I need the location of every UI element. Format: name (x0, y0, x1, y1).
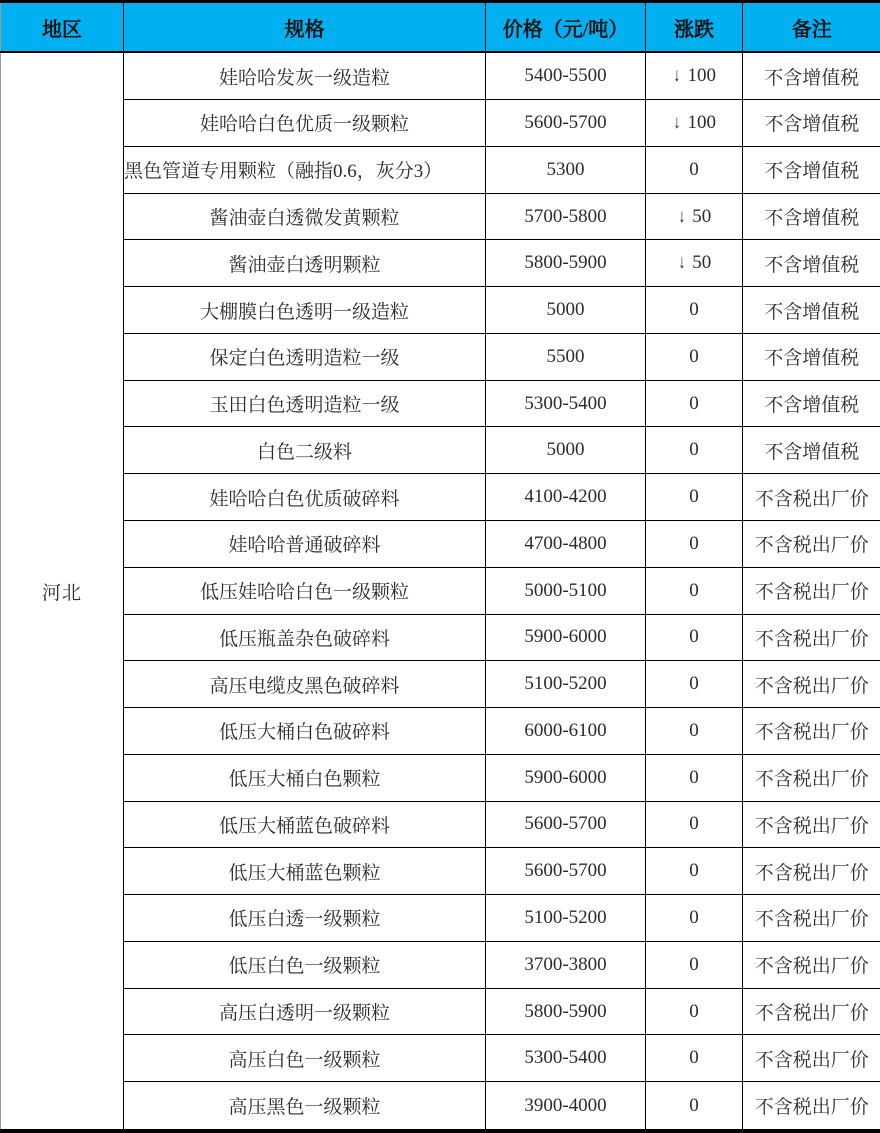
spec-cell: 低压大桶白色破碎料 (124, 708, 486, 755)
down-arrow-icon: ↓ (673, 111, 681, 133)
change-cell: 0 (646, 801, 743, 848)
note-cell: 不含税出厂价 (743, 895, 880, 942)
change-cell: 0 (646, 941, 743, 988)
note-cell: 不含税出厂价 (743, 567, 880, 614)
table-row (1, 287, 880, 334)
table-body (1, 52, 880, 1131)
change-cell: 0 (646, 567, 743, 614)
change-cell: 0 (646, 1082, 743, 1131)
note-cell: 不含税出厂价 (743, 941, 880, 988)
spec-cell: 娃哈哈白色优质一级颗粒 (124, 100, 486, 147)
spec-cell: 娃哈哈发灰一级造粒 (124, 52, 486, 100)
spec-cell: 低压瓶盖杂色破碎料 (124, 614, 486, 661)
note-cell: 不含增值税 (743, 333, 880, 380)
spec-cell: 娃哈哈普通破碎料 (124, 520, 486, 567)
down-arrow-icon: ↓ (677, 252, 686, 274)
price-cell: 6000-6100 (486, 708, 646, 755)
table-row (1, 474, 880, 521)
spec-cell: 大棚膜白色透明一级造粒 (124, 287, 486, 334)
table-row (1, 1082, 880, 1131)
spec-cell: 低压大桶白色颗粒 (124, 754, 486, 801)
spec-cell: 酱油壶白透明颗粒 (124, 240, 486, 287)
change-cell: 0 (646, 895, 743, 942)
price-cell: 5000 (486, 287, 646, 334)
note-cell: 不含税出厂价 (743, 801, 880, 848)
col-header-spec: 规格 (124, 2, 486, 53)
change-cell (646, 100, 743, 147)
spec-cell: 低压大桶蓝色破碎料 (124, 801, 486, 848)
price-cell: 5900-6000 (486, 614, 646, 661)
note-cell: 不含增值税 (743, 52, 880, 100)
note-cell: 不含增值税 (743, 193, 880, 240)
note-cell: 不含增值税 (743, 100, 880, 147)
spec-cell: 低压白色一级颗粒 (124, 941, 486, 988)
note-cell: 不含税出厂价 (743, 708, 880, 755)
table-row (1, 240, 880, 287)
table-row (1, 801, 880, 848)
spec-cell: 高压电缆皮黑色破碎料 (124, 661, 486, 708)
table-row (1, 52, 880, 100)
note-cell: 不含税出厂价 (743, 661, 880, 708)
change-cell (646, 193, 743, 240)
col-header-price: 价格（元/吨） (486, 2, 646, 53)
change-cell: 0 (646, 287, 743, 334)
table-row (1, 754, 880, 801)
table-row (1, 848, 880, 895)
change-cell: 0 (646, 848, 743, 895)
header-row (1, 2, 880, 53)
down-arrow-icon: ↓ (677, 205, 686, 227)
table-row (1, 1035, 880, 1082)
table-row (1, 941, 880, 988)
price-cell: 5300-5400 (486, 380, 646, 427)
price-cell: 5700-5800 (486, 193, 646, 240)
table-row (1, 193, 880, 240)
price-cell: 5100-5200 (486, 895, 646, 942)
note-cell: 不含税出厂价 (743, 1082, 880, 1131)
change-cell: 0 (646, 520, 743, 567)
price-cell: 3900-4000 (486, 1082, 646, 1131)
price-cell: 5000 (486, 427, 646, 474)
note-cell: 不含税出厂价 (743, 988, 880, 1035)
spec-cell: 白色二级料 (124, 427, 486, 474)
change-cell: 0 (646, 988, 743, 1035)
table-row (1, 988, 880, 1035)
spec-cell: 低压娃哈哈白色一级颗粒 (124, 567, 486, 614)
spec-cell: 玉田白色透明造粒一级 (124, 380, 486, 427)
price-cell: 4700-4800 (486, 520, 646, 567)
change-cell: 0 (646, 474, 743, 521)
note-cell: 不含税出厂价 (743, 754, 880, 801)
change-cell (646, 52, 743, 100)
spec-cell: 低压大桶蓝色颗粒 (124, 848, 486, 895)
price-cell: 5300 (486, 146, 646, 193)
spec-cell: 高压白色一级颗粒 (124, 1035, 486, 1082)
note-cell: 不含增值税 (743, 146, 880, 193)
col-header-change: 涨跌 (646, 2, 743, 53)
col-header-region: 地区 (1, 2, 124, 53)
table-row (1, 567, 880, 614)
change-cell: 0 (646, 146, 743, 193)
spec-cell: 高压白透明一级颗粒 (124, 988, 486, 1035)
change-cell: 0 (646, 708, 743, 755)
table-row (1, 427, 880, 474)
change-value: 100 (687, 65, 716, 87)
spec-cell: 保定白色透明造粒一级 (124, 333, 486, 380)
region-cell: 河北 (1, 52, 124, 1131)
col-header-note: 备注 (743, 2, 880, 53)
table-row (1, 708, 880, 755)
price-cell: 5900-6000 (486, 754, 646, 801)
spec-cell: 低压白透一级颗粒 (124, 895, 486, 942)
price-cell: 5800-5900 (486, 240, 646, 287)
price-cell: 5600-5700 (486, 100, 646, 147)
table-row (1, 100, 880, 147)
price-cell: 5400-5500 (486, 52, 646, 100)
price-cell: 4100-4200 (486, 474, 646, 521)
spec-cell: 娃哈哈白色优质破碎料 (124, 474, 486, 521)
spec-cell: 酱油壶白透微发黄颗粒 (124, 193, 486, 240)
change-value: 100 (687, 111, 716, 133)
note-cell: 不含增值税 (743, 240, 880, 287)
price-cell: 5600-5700 (486, 801, 646, 848)
price-cell: 5800-5900 (486, 988, 646, 1035)
table-row (1, 333, 880, 380)
change-cell: 0 (646, 614, 743, 661)
price-cell: 5300-5400 (486, 1035, 646, 1082)
price-cell: 3700-3800 (486, 941, 646, 988)
note-cell: 不含税出厂价 (743, 848, 880, 895)
table-row (1, 520, 880, 567)
change-cell (646, 240, 743, 287)
change-cell: 0 (646, 754, 743, 801)
price-cell: 5600-5700 (486, 848, 646, 895)
change-value: 50 (692, 252, 712, 274)
change-cell: 0 (646, 661, 743, 708)
note-cell: 不含增值税 (743, 427, 880, 474)
price-cell: 5500 (486, 333, 646, 380)
change-value: 50 (692, 205, 712, 227)
table-row (1, 380, 880, 427)
spec-cell: 黑色管道专用颗粒（融指0.6，灰分3） (124, 146, 486, 193)
note-cell: 不含增值税 (743, 380, 880, 427)
note-cell: 不含税出厂价 (743, 520, 880, 567)
note-cell: 不含税出厂价 (743, 614, 880, 661)
price-cell: 5000-5100 (486, 567, 646, 614)
note-cell: 不含税出厂价 (743, 1035, 880, 1082)
note-cell: 不含增值税 (743, 287, 880, 334)
change-cell: 0 (646, 427, 743, 474)
price-cell: 5100-5200 (486, 661, 646, 708)
table-row (1, 146, 880, 193)
change-cell: 0 (646, 380, 743, 427)
spec-cell: 高压黑色一级颗粒 (124, 1082, 486, 1131)
down-arrow-icon: ↓ (673, 65, 681, 87)
table-row (1, 614, 880, 661)
note-cell: 不含税出厂价 (743, 474, 880, 521)
change-cell: 0 (646, 1035, 743, 1082)
table-row (1, 661, 880, 708)
table-row (1, 895, 880, 942)
change-cell: 0 (646, 333, 743, 380)
